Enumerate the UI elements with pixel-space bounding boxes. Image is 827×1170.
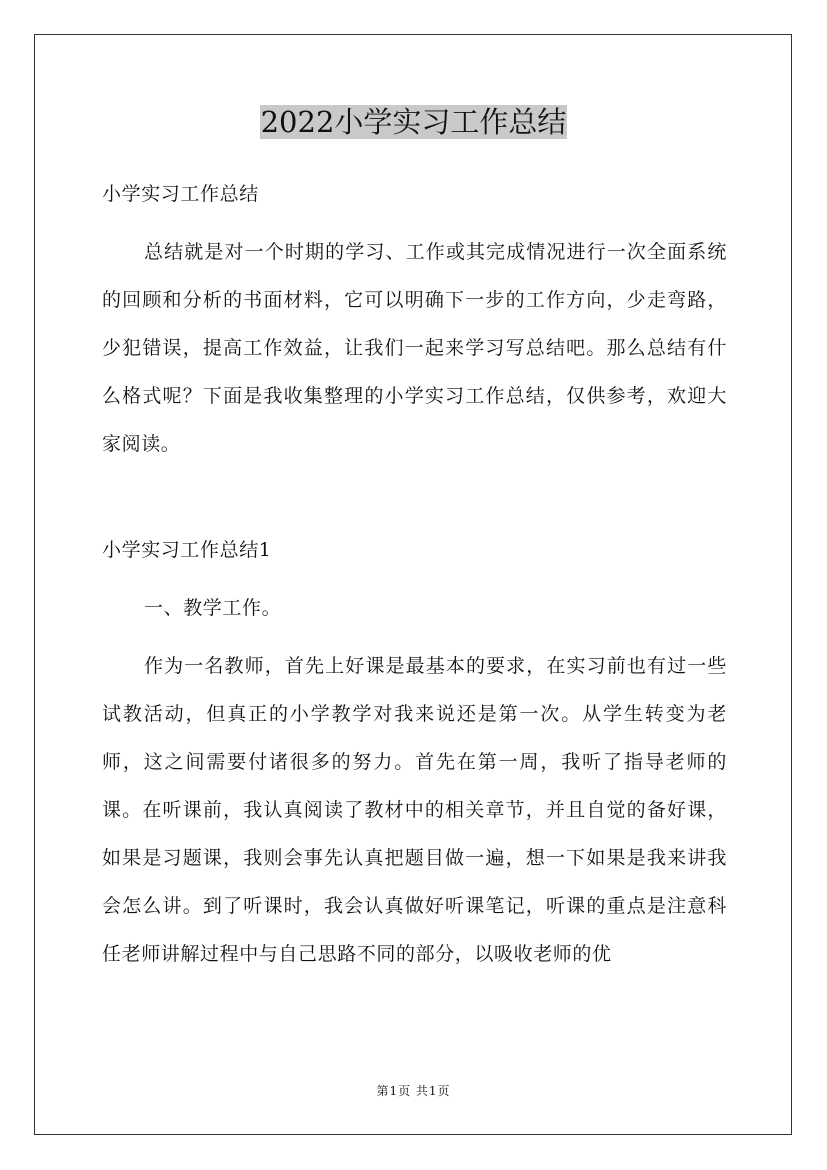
section-1-subheading: 一、教学工作。 [144, 597, 282, 619]
document-subtitle: 小学实习工作总结 [102, 183, 259, 205]
section-1-paragraph: 作为一名教师，首先上好课是最基本的要求，在实习前也有过一些试教活动，但真正的小学教学对我来说还是第一次。从学生转变为老师，这之间需要付诸很多的努力。首先在第一周，我听了指导老师的课。在听课前，我认真阅读了教材中的相关章节，并且自觉的备好课，如果是习题课，我则会事先认真把题目做一遍，想一下如果是我来讲我会怎么讲。到了听课时，我会认真做好听课笔记，听课的重点是注意科任老师讲解过程中与自己思路不同的部分，以吸收老师的优 [102, 655, 727, 965]
document-body [102, 170, 727, 978]
intro-paragraph: 总结就是对一个时期的学习、工作或其完成情况进行一次全面系统的回顾和分析的书面材料，它可以明确下一步的工作方向，少走弯路，少犯错误，提高工作效益，让我们一起来学习写总结吧。那么总结有什么格式呢？下面是我收集整理的小学实习工作总结，仅供参考，欢迎大家阅读。 [102, 241, 727, 455]
section-spacer [102, 468, 727, 526]
page-number-label: 第1页 共1页 [376, 1084, 451, 1098]
page-footer [0, 1082, 827, 1100]
section-1-heading: 小学实习工作总结1 [102, 539, 272, 561]
document-title-text: 2022小学实习工作总结 [260, 105, 567, 139]
document-title [0, 100, 827, 144]
